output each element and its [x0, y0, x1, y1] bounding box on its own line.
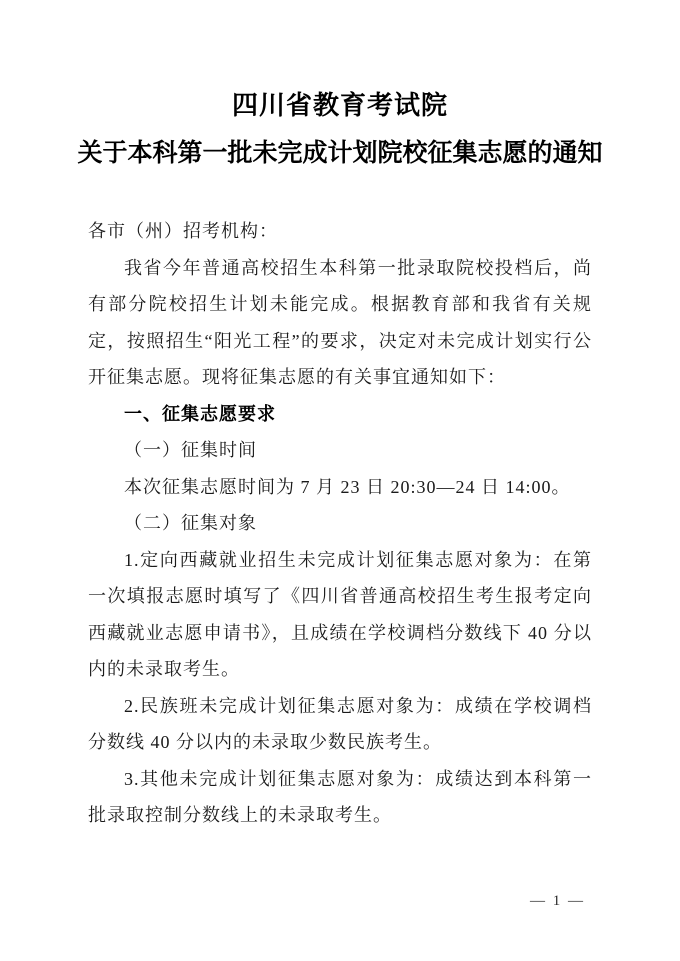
- paragraph-target-tibet: 1.定向西藏就业招生未完成计划征集志愿对象为：在第一次填报志愿时填写了《四川省普通高校招生考生报考定向西藏就业志愿申请书》，且成绩在学校调档分数线下 40 分以内的未录取考生。: [88, 549, 592, 679]
- paragraph-intro: 我省今年普通高校招生本科第一批录取院校投档后，尚有部分院校招生计划未能完成。根据教育部和我省有关规定，按照招生“阳光工程”的要求，决定对未完成计划实行公开征集志愿。现将征集志愿的有关事宜通知如下：: [88, 257, 592, 387]
- doc-body: [88, 213, 592, 834]
- subsection-heading-time: （一）征集时间: [124, 440, 257, 460]
- section-heading-requirements: 一、征集志愿要求: [124, 403, 276, 424]
- doc-title: 四川省教育考试院: [231, 91, 448, 120]
- salutation: 各市（州）招考机构：: [88, 221, 278, 241]
- paragraph-time: 本次征集志愿时间为 7 月 23 日 20:30—24 日 14:00。: [124, 476, 571, 497]
- paragraph-target-other: 3.其他未完成计划征集志愿对象为：成绩达到本科第一批录取控制分数线上的未录取考生。: [88, 768, 592, 825]
- page-number: — 1 —: [530, 893, 585, 909]
- paragraph-target-minority: 2.民族班未完成计划征集志愿对象为：成绩在学校调档分数线 40 分以内的未录取少数民族考生。: [88, 695, 592, 752]
- subsection-heading-targets: （二）征集对象: [124, 513, 257, 533]
- doc-subtitle: 关于本科第一批未完成计划院校征集志愿的通知: [77, 140, 603, 167]
